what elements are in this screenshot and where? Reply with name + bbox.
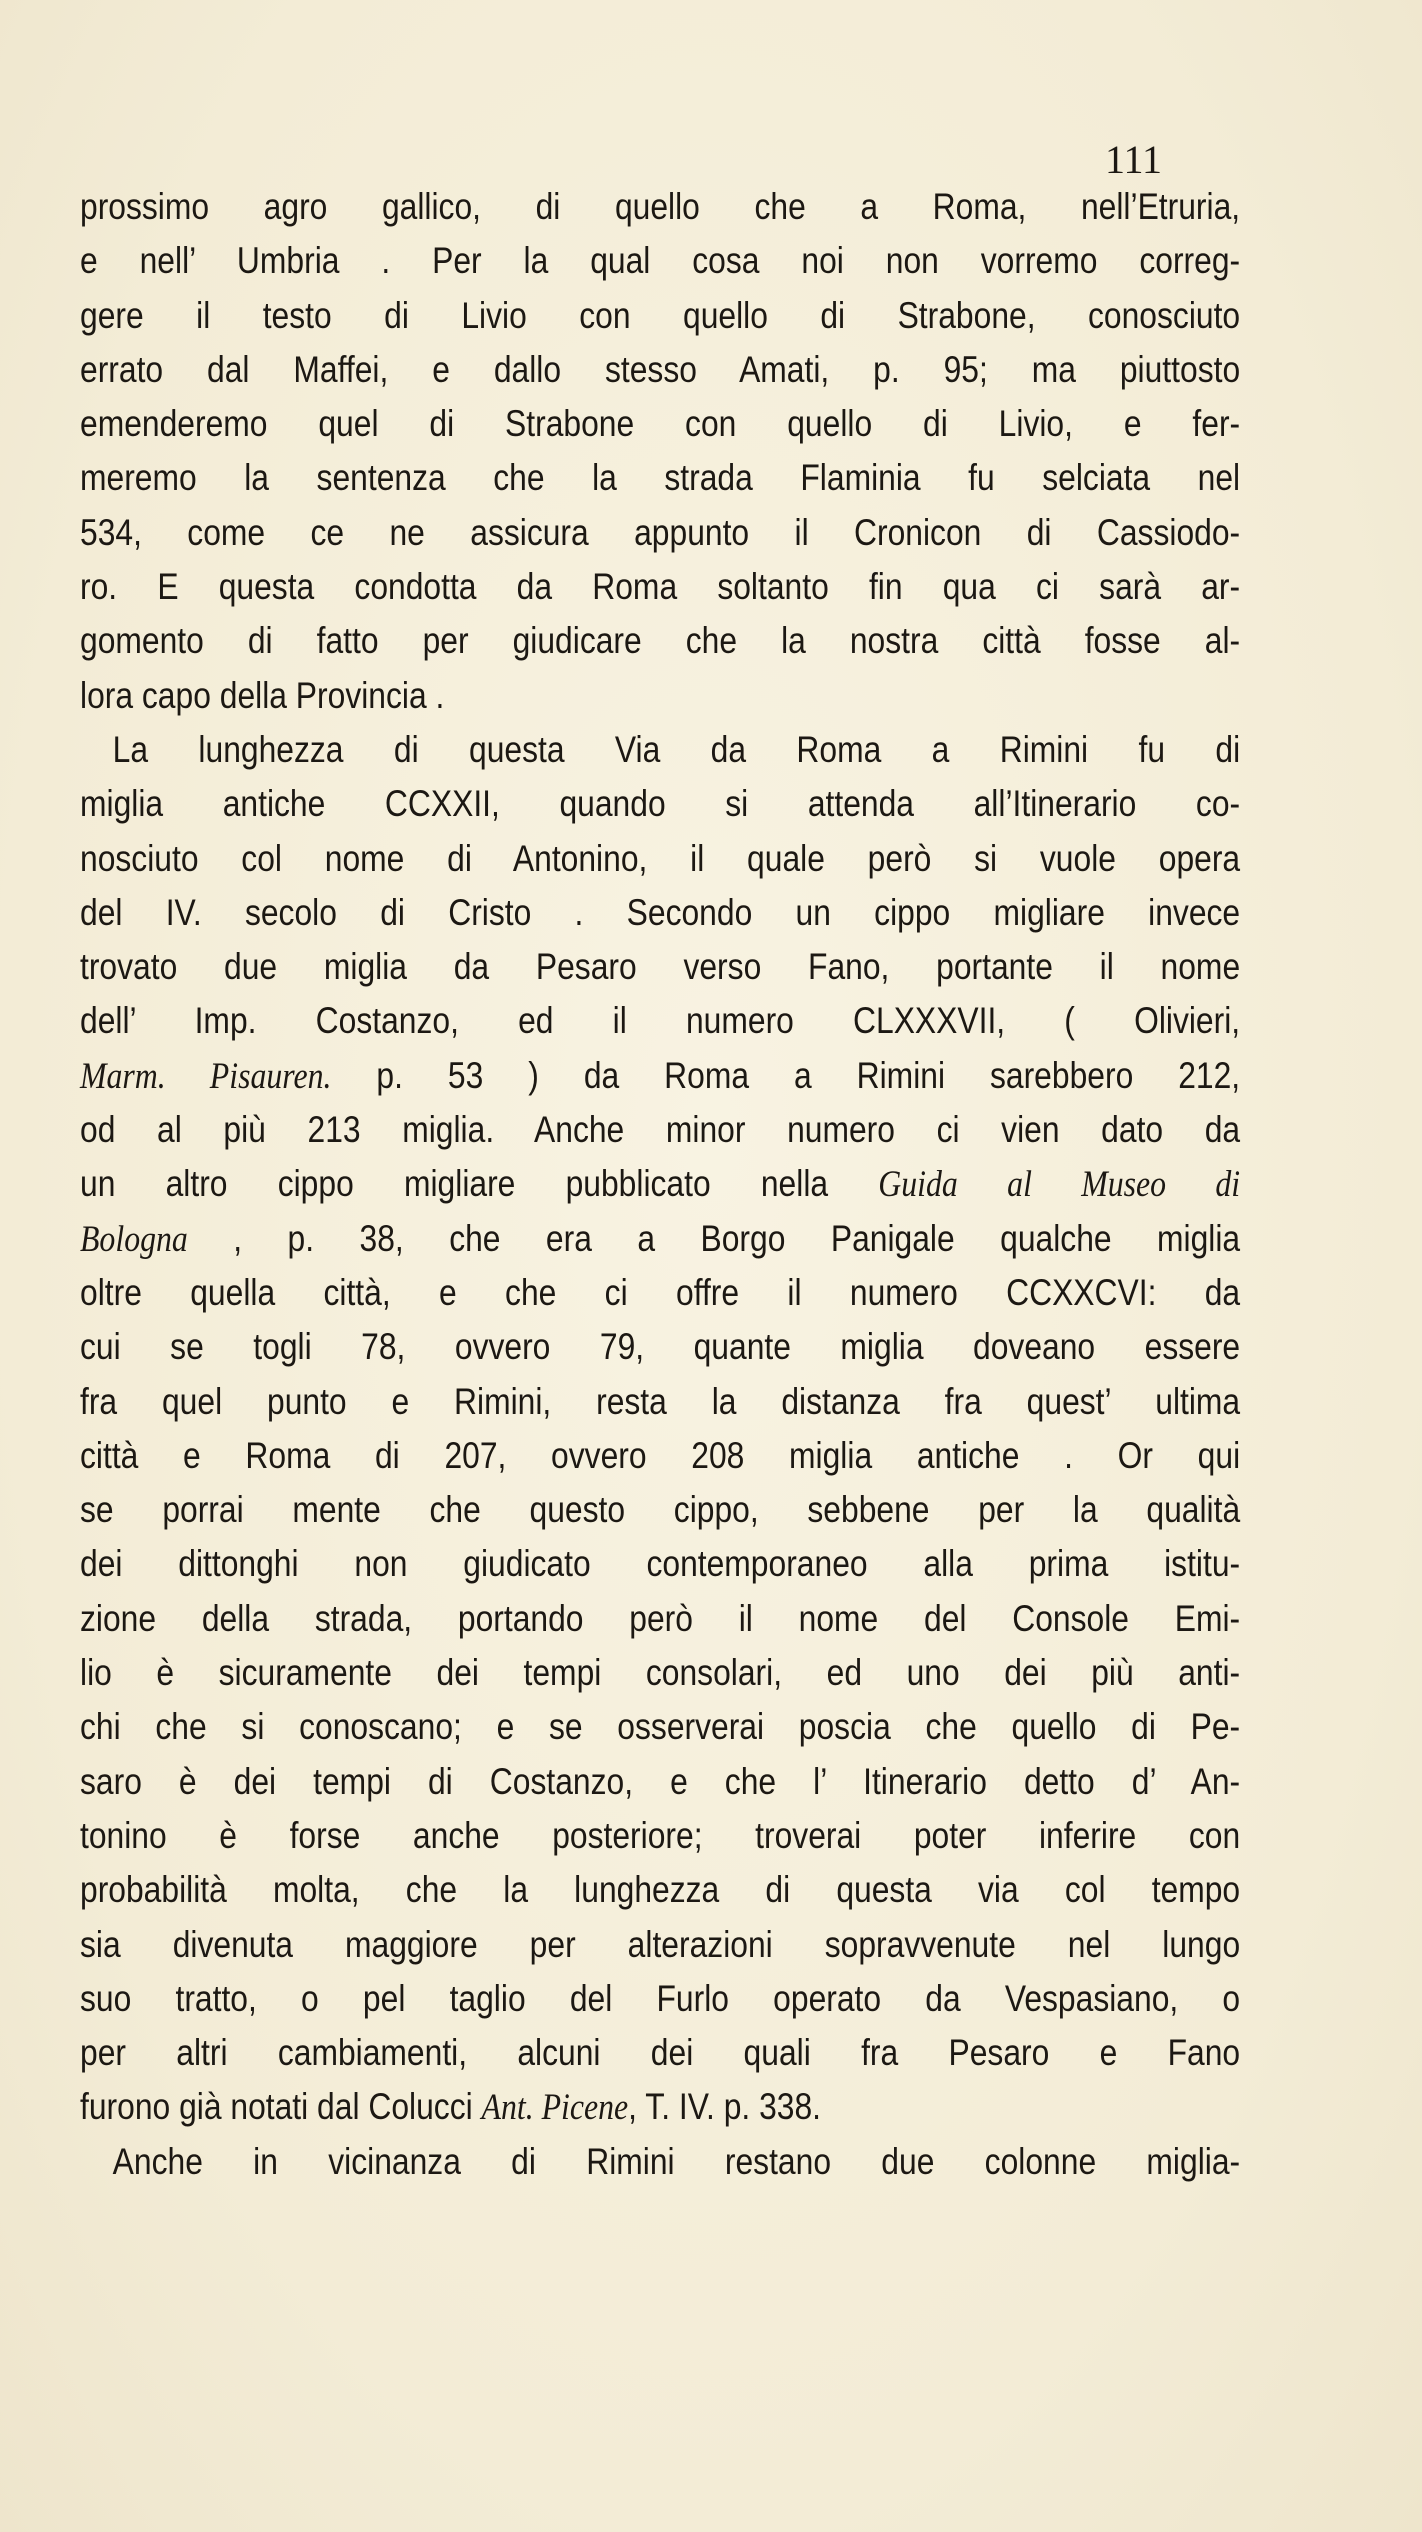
text-line [80, 832, 1240, 886]
text-segment: probabilità molta, che la lunghezza di questa via col tempo [80, 1869, 1241, 1911]
italic-citation: Marm. Pisauren. [80, 1055, 332, 1097]
text-segment: saro è dei tempi di Costanzo, e che l’ Itinerario detto d’ An- [80, 1760, 1241, 1802]
text-line [80, 1809, 1240, 1863]
text-segment: tonino è forse anche posteriore; troverai poter inferire con [80, 1814, 1241, 1856]
text-line [80, 397, 1240, 451]
text-segment: prossimo agro gallico, di quello che a Roma, nell’Etruria, [80, 186, 1241, 227]
text-line [80, 1755, 1240, 1809]
text-segment: dei dittonghi non giudicato contemporaneo alla prima istitu- [80, 1543, 1241, 1585]
text-segment: lio è sicuramente dei tempi consolari, ed uno dei più anti- [80, 1652, 1241, 1694]
text-line [80, 1537, 1240, 1591]
body-text [80, 180, 1240, 2189]
text-line [80, 1429, 1240, 1483]
text-segment: od al più 213 miglia. Anche minor numero ci vien dato da [80, 1109, 1241, 1151]
text-line [80, 669, 1240, 723]
text-line [80, 560, 1240, 614]
text-line [80, 1049, 1240, 1103]
text-line [80, 180, 1240, 234]
text-line [80, 1375, 1240, 1429]
text-line [80, 451, 1240, 505]
text-segment: trovato due miglia da Pesaro verso Fano, portante il nome [80, 946, 1241, 988]
text-line [80, 940, 1240, 994]
text-segment: chi che si conoscano; e se osserverai poscia che quello di Pe- [80, 1706, 1241, 1748]
text-segment: emenderemo quel di Strabone con quello di Livio, e fer- [80, 403, 1241, 445]
text-line [80, 234, 1240, 288]
text-line [80, 1320, 1240, 1374]
text-segment: gomento di fatto per giudicare che la nostra città fosse al- [80, 620, 1241, 662]
text-line [80, 994, 1240, 1048]
text-segment: 534, come ce ne assicura appunto il Cronicon di Cassiodo- [80, 511, 1241, 553]
text-segment: gere il testo di Livio con quello di Strabone, conosciuto [80, 294, 1241, 336]
text-segment: , p. 38, che era a Borgo Panigale qualche miglia [187, 1217, 1241, 1259]
italic-citation: Guida al Museo di [878, 1164, 1241, 1206]
page-number: 111 [1104, 137, 1162, 182]
text-line [80, 289, 1240, 343]
text-segment: miglia antiche CCXXII, quando si attenda all’Itinerario co- [80, 783, 1241, 825]
text-line [80, 1646, 1240, 1700]
text-segment: del IV. secolo di Cristo . Secondo un cippo migliare invece [80, 891, 1241, 933]
text-line [80, 723, 1240, 777]
text-segment: Anche in vicinanza di Rimini restano due colonne miglia- [112, 2140, 1241, 2182]
text-line [80, 1592, 1240, 1646]
text-line [80, 614, 1240, 668]
text-segment: città e Roma di 207, ovvero 208 miglia antiche . Or qui [80, 1434, 1241, 1476]
text-segment: furono già notati dal Colucci [80, 2086, 482, 2128]
text-line [80, 2135, 1240, 2189]
text-line [80, 777, 1240, 831]
italic-citation: Bologna [80, 1218, 188, 1260]
text-line [80, 1212, 1240, 1266]
text-segment: se porrai mente che questo cippo, sebbene per la qualità [80, 1489, 1241, 1531]
text-line [80, 1157, 1240, 1211]
text-segment: nosciuto col nome di Antonino, il quale però si vuole opera [80, 837, 1241, 879]
text-segment: un altro cippo migliare pubblicato nella [80, 1163, 879, 1205]
text-segment: p. 53 ) da Roma a Rimini sarebbero 212, [331, 1054, 1241, 1096]
text-segment: dell’ Imp. Costanzo, ed il numero CLXXXVII, ( Olivieri, [80, 1000, 1241, 1042]
text-segment: La lunghezza di questa Via da Roma a Rimini fu di [112, 728, 1241, 770]
text-line [80, 343, 1240, 397]
text-segment: oltre quella città, e che ci offre il numero CCXXCVI: da [80, 1271, 1241, 1313]
text-segment: errato dal Maffei, e dallo stesso Amati, p. 95; ma piuttosto [80, 348, 1241, 390]
text-line [80, 506, 1240, 560]
text-line [80, 2080, 1240, 2134]
text-line [80, 2026, 1240, 2080]
text-segment: ro. E questa condotta da Roma soltanto fin qua ci sarà ar- [80, 566, 1241, 608]
text-segment: e nell’ Umbria . Per la qual cosa noi non vorremo correg- [80, 240, 1241, 282]
text-segment: , T. IV. p. 338. [628, 2086, 822, 2128]
text-segment: meremo la sentenza che la strada Flaminia fu selciata nel [80, 457, 1241, 499]
text-line [80, 1918, 1240, 1972]
text-line [80, 886, 1240, 940]
text-segment: cui se togli 78, ovvero 79, quante miglia doveano essere [80, 1326, 1241, 1368]
text-line [80, 1103, 1240, 1157]
italic-citation: Ant. Picene [481, 2087, 629, 2129]
text-segment: suo tratto, o pel taglio del Furlo operato da Vespasiano, o [80, 1977, 1241, 2019]
text-segment: zione della strada, portando però il nome del Console Emi- [80, 1597, 1241, 1639]
text-segment: fra quel punto e Rimini, resta la distanza fra quest’ ultima [80, 1380, 1241, 1422]
text-line [80, 1700, 1240, 1754]
text-line [80, 1483, 1240, 1537]
text-segment: lora capo della Provincia . [80, 674, 445, 716]
text-segment: sia divenuta maggiore per alterazioni sopravvenute nel lungo [80, 1923, 1241, 1965]
text-line [80, 1863, 1240, 1917]
text-segment: per altri cambiamenti, alcuni dei quali fra Pesaro e Fano [80, 2032, 1241, 2074]
text-line [80, 1972, 1240, 2026]
text-line [80, 1266, 1240, 1320]
